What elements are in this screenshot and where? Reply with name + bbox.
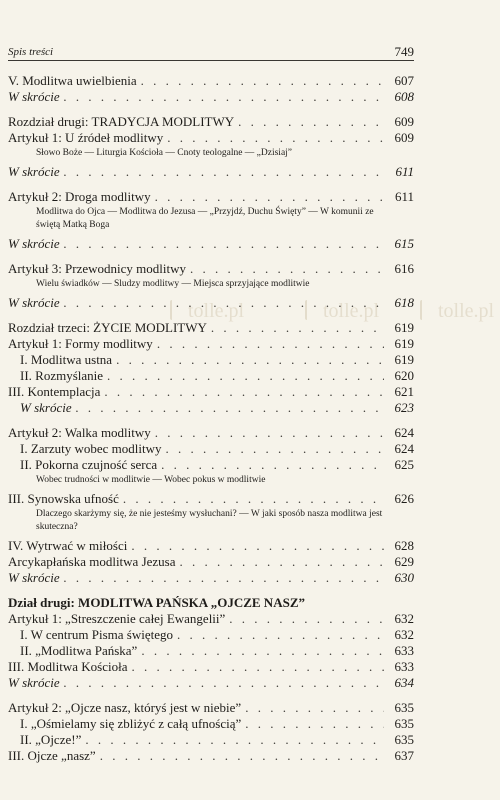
toc-entry-page: 632 xyxy=(394,627,414,642)
toc-entry-page: 609 xyxy=(394,130,414,145)
header-page-number: 749 xyxy=(394,44,414,59)
toc-entry-page: 616 xyxy=(394,261,414,276)
toc-entry-page: 623 xyxy=(394,400,414,415)
toc-entry-label: Arcykapłańska modlitwa Jezusa xyxy=(8,554,176,569)
toc-entry-page: 629 xyxy=(394,554,414,569)
toc-entry-label: Artykuł 2: „Ojcze nasz, któryś jest w niebie” xyxy=(8,700,242,715)
toc-entry-label: Rozdział trzeci: ŻYCIE MODLITWY xyxy=(8,320,207,335)
watermark: tolle.pl xyxy=(305,300,379,323)
toc-entry xyxy=(8,456,414,472)
toc-entry-page: 608 xyxy=(394,89,414,104)
section-gap xyxy=(8,415,414,424)
dot-leader xyxy=(64,675,384,690)
dot-leader xyxy=(76,400,384,415)
dot-leader xyxy=(123,491,384,506)
dot-leader xyxy=(64,295,384,310)
toc-entry-page: 635 xyxy=(394,716,414,731)
watermark: tolle.pl xyxy=(420,300,494,323)
toc-entry-label: Artykuł 1: „Streszczenie całej Ewangelii” xyxy=(8,611,226,626)
toc-entry xyxy=(8,658,414,674)
toc-entry xyxy=(8,537,414,553)
toc-entry xyxy=(8,674,414,690)
toc-entry xyxy=(8,335,414,351)
toc-entry-page: 628 xyxy=(394,538,414,553)
toc-entry-page: 615 xyxy=(394,236,414,251)
toc-entry xyxy=(8,351,414,367)
toc-entry-page: 618 xyxy=(394,295,414,310)
toc-entry xyxy=(8,747,414,763)
dot-leader xyxy=(85,732,384,747)
toc-entry-page: 635 xyxy=(394,732,414,747)
toc-entry-label: I. Zarzuty wobec modlitwy xyxy=(20,441,162,456)
dot-leader xyxy=(116,352,384,367)
toc-entry-label: V. Modlitwa uwielbienia xyxy=(8,73,137,88)
toc-entry xyxy=(8,553,414,569)
toc-entry-label: I. „Ośmielamy się zbliżyć z całą ufnością” xyxy=(20,716,242,731)
toc-entry-page: 635 xyxy=(394,700,414,715)
toc-entry-label: II. Rozmyślanie xyxy=(20,368,104,383)
dot-leader xyxy=(155,425,384,440)
section-gap xyxy=(8,251,414,260)
dot-leader xyxy=(64,164,384,179)
dot-leader xyxy=(211,320,384,335)
watermark-icon xyxy=(420,300,436,320)
toc-entry xyxy=(8,260,414,276)
dot-leader xyxy=(245,716,384,731)
toc-entry-page: 609 xyxy=(394,114,414,129)
toc-entry xyxy=(8,594,414,610)
dot-leader xyxy=(64,89,384,104)
toc-entry-label: W skrócie xyxy=(8,89,60,104)
dot-leader xyxy=(229,611,384,626)
toc-subtopics: Wobec trudności w modlitwie — Wobec pokus w modlitwie xyxy=(36,475,266,485)
toc-entry-page: 633 xyxy=(394,643,414,658)
toc-entry-label: Rozdział drugi: TRADYCJA MODLITWY xyxy=(8,114,235,129)
toc-entry-label: W skrócie xyxy=(20,400,72,415)
dot-leader xyxy=(161,457,384,472)
toc-entry xyxy=(8,610,414,626)
dot-leader xyxy=(141,73,384,88)
toc-entry-page: 611 xyxy=(395,164,414,179)
toc-entry-page: 632 xyxy=(394,611,414,626)
toc-entry-label: W skrócie xyxy=(8,570,60,585)
toc-entry xyxy=(8,88,414,104)
running-header xyxy=(8,44,414,60)
toc-entry xyxy=(8,626,414,642)
toc-entry-page: 620 xyxy=(394,368,414,383)
dot-leader xyxy=(190,261,384,276)
section-gap xyxy=(8,179,414,188)
toc-entry-label: W skrócie xyxy=(8,236,60,251)
toc-entry-label: IV. Wytrwać w miłości xyxy=(8,538,128,553)
toc-entry xyxy=(8,715,414,731)
toc-entry-page: 621 xyxy=(394,384,414,399)
toc-entry-label: Artykuł 1: Formy modlitwy xyxy=(8,336,153,351)
toc-entry-label: I. W centrum Pisma świętego xyxy=(20,627,173,642)
toc-entry-label: I. Modlitwa ustna xyxy=(20,352,113,367)
dot-leader xyxy=(64,570,384,585)
toc-entry-label: III. Modlitwa Kościoła xyxy=(8,659,128,674)
dot-leader xyxy=(180,554,384,569)
dot-leader xyxy=(64,236,384,251)
toc-entry xyxy=(8,399,414,415)
toc-entry xyxy=(8,113,414,129)
toc-entry-page: 611 xyxy=(394,189,414,204)
toc-entry xyxy=(8,129,414,145)
toc-entry-label: Artykuł 2: Walka modlitwy xyxy=(8,425,151,440)
toc-subtopics: Modlitwa do Ojca — Modlitwa do Jezusa — „Przyjdź, Duchu Święty” — W komunii ze świętą Matką Boga xyxy=(36,207,374,230)
toc-entry xyxy=(8,319,414,335)
toc-entry-label: W skrócie xyxy=(8,675,60,690)
toc-entry-page: 637 xyxy=(394,748,414,763)
toc-entry xyxy=(8,235,414,251)
toc-entry-page: 633 xyxy=(394,659,414,674)
toc-entry-page: 625 xyxy=(394,457,414,472)
toc-entry xyxy=(8,294,414,310)
toc-entry-label: III. Ojcze „nasz” xyxy=(8,748,96,763)
dot-leader xyxy=(157,336,384,351)
toc-entry-label: Dział drugi: MODLITWA PAŃSKA „OJCZE NASZ” xyxy=(8,595,305,610)
toc-entry-page: 607 xyxy=(394,73,414,88)
watermark: tolle.pl xyxy=(170,300,244,323)
toc-entry-label: II. „Modlitwa Pańska” xyxy=(20,643,138,658)
toc-entry xyxy=(8,72,414,88)
toc-entry xyxy=(8,188,414,204)
toc-subtopics: Dlaczego skarżymy się, że nie jesteśmy wysłuchani? — W jaki sposób nasza modlitwa jest skuteczna? xyxy=(36,509,383,532)
dot-leader xyxy=(132,659,384,674)
toc-entry xyxy=(8,440,414,456)
header-title: Spis treści xyxy=(8,46,54,58)
section-gap xyxy=(8,104,414,113)
toc-entry-label: II. Pokorna czujność serca xyxy=(20,457,158,472)
dot-leader xyxy=(104,384,384,399)
toc-entry-page: 624 xyxy=(394,425,414,440)
toc-entry xyxy=(8,731,414,747)
table-of-contents xyxy=(8,72,414,763)
toc-entry-label: W skrócie xyxy=(8,295,60,310)
dot-leader xyxy=(141,643,384,658)
toc-entry-page: 624 xyxy=(394,441,414,456)
toc-entry xyxy=(8,569,414,585)
dot-leader xyxy=(107,368,384,383)
section-gap xyxy=(8,585,414,594)
toc-entry-page: 619 xyxy=(394,352,414,367)
toc-entry-label: II. „Ojcze!” xyxy=(20,732,82,747)
toc-entry-page: 619 xyxy=(394,320,414,335)
header-rule xyxy=(8,60,414,61)
toc-entry-page: 619 xyxy=(394,336,414,351)
toc-entry-page: 626 xyxy=(394,491,414,506)
toc-entry xyxy=(8,367,414,383)
toc-subtopics: Słowo Boże — Liturgia Kościoła — Cnoty teologalne — „Dzisiaj” xyxy=(36,148,293,158)
toc-entry xyxy=(8,383,414,399)
toc-entry-label: III. Synowska ufność xyxy=(8,491,119,506)
dot-leader xyxy=(131,538,384,553)
dot-leader xyxy=(177,627,384,642)
toc-entry-page: 630 xyxy=(394,570,414,585)
toc-entry xyxy=(8,490,414,506)
toc-entry-label: Artykuł 2: Droga modlitwy xyxy=(8,189,151,204)
toc-entry xyxy=(8,424,414,440)
dot-leader xyxy=(155,189,384,204)
section-gap xyxy=(8,690,414,699)
dot-leader xyxy=(245,700,384,715)
toc-entry-page: 634 xyxy=(394,675,414,690)
toc-subtopics: Wielu świadków — Sludzy modlitwy — Miejsca sprzyjające modlitwie xyxy=(36,279,310,289)
toc-entry-label: III. Kontemplacja xyxy=(8,384,101,399)
toc-entry xyxy=(8,642,414,658)
dot-leader xyxy=(167,130,384,145)
section-gap xyxy=(8,310,414,319)
toc-entry xyxy=(8,163,414,179)
dot-leader xyxy=(100,748,384,763)
toc-entry-label: Artykuł 3: Przewodnicy modlitwy xyxy=(8,261,187,276)
dot-leader xyxy=(238,114,384,129)
toc-entry-label: W skrócie xyxy=(8,164,60,179)
dot-leader xyxy=(166,441,384,456)
toc-entry-label: Artykuł 1: U źródeł modlitwy xyxy=(8,130,164,145)
toc-entry xyxy=(8,699,414,715)
